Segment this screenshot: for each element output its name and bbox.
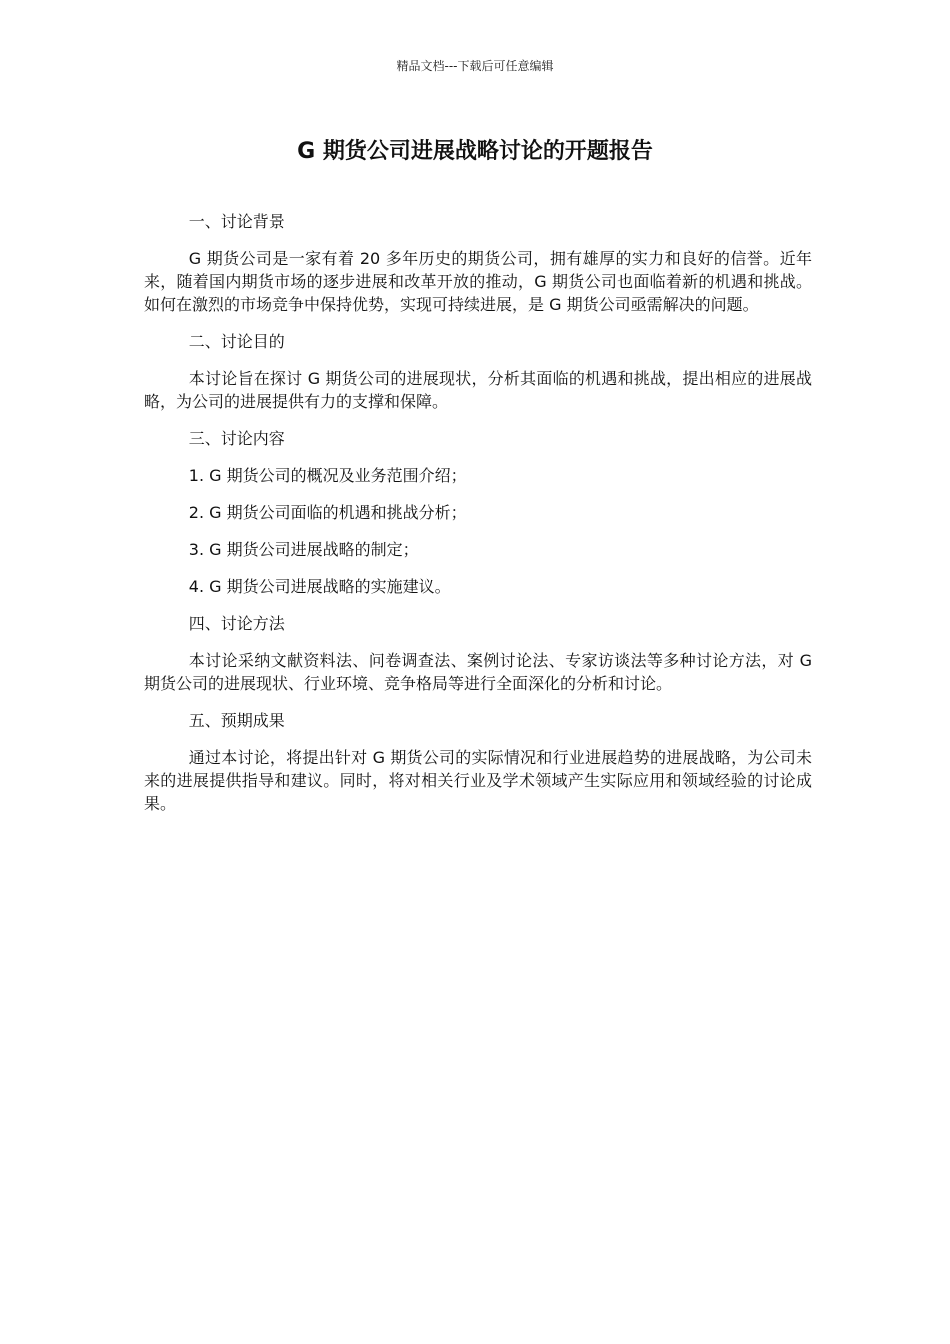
header-note: 精品文档---下载后可任意编辑 [396,59,554,73]
paragraph-method: 本讨论采纳文献资料法、问卷调查法、案例讨论法、专家访谈法等多种讨论方法，对 G 期货公司的进展现状、行业环境、竞争格局等进行全面深化的分析和讨论。 [144,651,812,693]
section-heading-purpose: 二、讨论目的 [188,332,285,351]
content-item-3: 3. G 期货公司进展战略的制定； [188,540,419,559]
content-item-1: 1. G 期货公司的概况及业务范围介绍； [188,466,467,485]
content-item-2: 2. G 期货公司面临的机遇和挑战分析； [188,503,467,522]
document-body [144,210,812,815]
section-heading-outcome: 五、预期成果 [188,711,285,730]
paragraph-outcome: 通过本讨论，将提出针对 G 期货公司的实际情况和行业进展趋势的进展战略，为公司未来的进展提供指导和建议。同时，将对相关行业及学术领域产生实际应用和领域经验的讨论成果。 [144,748,812,813]
paragraph-purpose: 本讨论旨在探讨 G 期货公司的进展现状，分析其面临的机遇和挑战，提出相应的进展战略，为公司的进展提供有力的支撑和保障。 [144,369,812,411]
section-heading-background: 一、讨论背景 [188,212,285,231]
paragraph-background: G 期货公司是一家有着 20 多年历史的期货公司，拥有雄厚的实力和良好的信誉。近年来，随着国内期货市场的逐步进展和改革开放的推动，G 期货公司也面临着新的机遇和挑战。如何在激烈的市场竞争中保持优势，实现可持续进展，是 G 期货公司亟需解决的问题。 [144,249,812,314]
document-title: G 期货公司进展战略讨论的开题报告 [297,139,653,164]
section-heading-content: 三、讨论内容 [188,429,285,448]
content-item-4: 4. G 期货公司进展战略的实施建议。 [188,577,451,596]
section-heading-method: 四、讨论方法 [188,614,285,633]
